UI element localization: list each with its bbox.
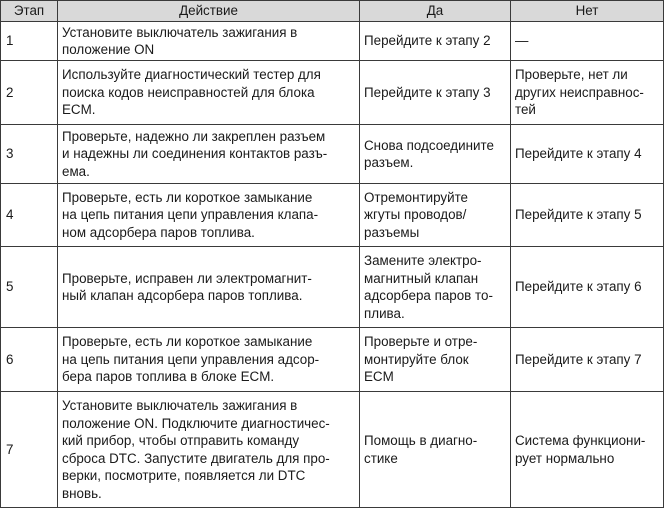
- header-action: Действие: [58, 1, 360, 22]
- step-cell: 5: [1, 247, 58, 328]
- step-cell: 6: [1, 328, 58, 392]
- step-cell: 7: [1, 392, 58, 508]
- no-cell: Перейдите к этапу 5: [511, 184, 664, 247]
- action-cell: Используйте диагностический тестер для поиска кодов неисправностей для блока ECM.: [58, 61, 360, 125]
- yes-cell: Замените электро- магнитный клапан адсорбера паров то- плива.: [360, 247, 511, 328]
- table-row: [1, 247, 664, 328]
- action-cell: Установите выключатель зажигания в положение ON. Подключите диагностичес- кий прибор, чтобы отправить команду сброса DTC. Запустите двигатель для про- верки, посмотрите, появляется ли DTC вновь.: [58, 392, 360, 508]
- table-row: [1, 125, 664, 184]
- step-cell: 4: [1, 184, 58, 247]
- header-no: Нет: [511, 1, 664, 22]
- no-cell: Перейдите к этапу 7: [511, 328, 664, 392]
- header-step: Этап: [1, 1, 58, 22]
- table-header-row: [1, 1, 664, 22]
- table-row: [1, 61, 664, 125]
- table-row: [1, 392, 664, 508]
- yes-cell: Проверьте и отре- монтируйте блок ECM: [360, 328, 511, 392]
- no-cell: Перейдите к этапу 6: [511, 247, 664, 328]
- table-row: [1, 328, 664, 392]
- yes-cell: Отремонтируйте жгуты проводов/ разъемы: [360, 184, 511, 247]
- no-cell: Проверьте, нет ли других неисправнос- тей: [511, 61, 664, 125]
- table-row: [1, 184, 664, 247]
- action-cell: Установите выключатель зажигания в положение ON: [58, 22, 360, 61]
- no-cell: —: [511, 22, 664, 61]
- step-cell: 1: [1, 22, 58, 61]
- action-cell: Проверьте, есть ли короткое замыкание на цепь питания цепи управления адсор- бера паров топлива в блоке ECM.: [58, 328, 360, 392]
- yes-cell: Перейдите к этапу 3: [360, 61, 511, 125]
- yes-cell: Снова подсоедините разъем.: [360, 125, 511, 184]
- no-cell: Система функциони- рует нормально: [511, 392, 664, 508]
- step-cell: 2: [1, 61, 58, 125]
- header-yes: Да: [360, 1, 511, 22]
- table-row: [1, 22, 664, 61]
- yes-cell: Перейдите к этапу 2: [360, 22, 511, 61]
- yes-cell: Помощь в диагно- стике: [360, 392, 511, 508]
- action-cell: Проверьте, есть ли короткое замыкание на цепь питания цепи управления клапа- ном адсорбера паров топлива.: [58, 184, 360, 247]
- action-cell: Проверьте, исправен ли электромагнит- ный клапан адсорбера паров топлива.: [58, 247, 360, 328]
- action-cell: Проверьте, надежно ли закреплен разъем и надежны ли соединения контактов разъ- ема.: [58, 125, 360, 184]
- step-cell: 3: [1, 125, 58, 184]
- no-cell: Перейдите к этапу 4: [511, 125, 664, 184]
